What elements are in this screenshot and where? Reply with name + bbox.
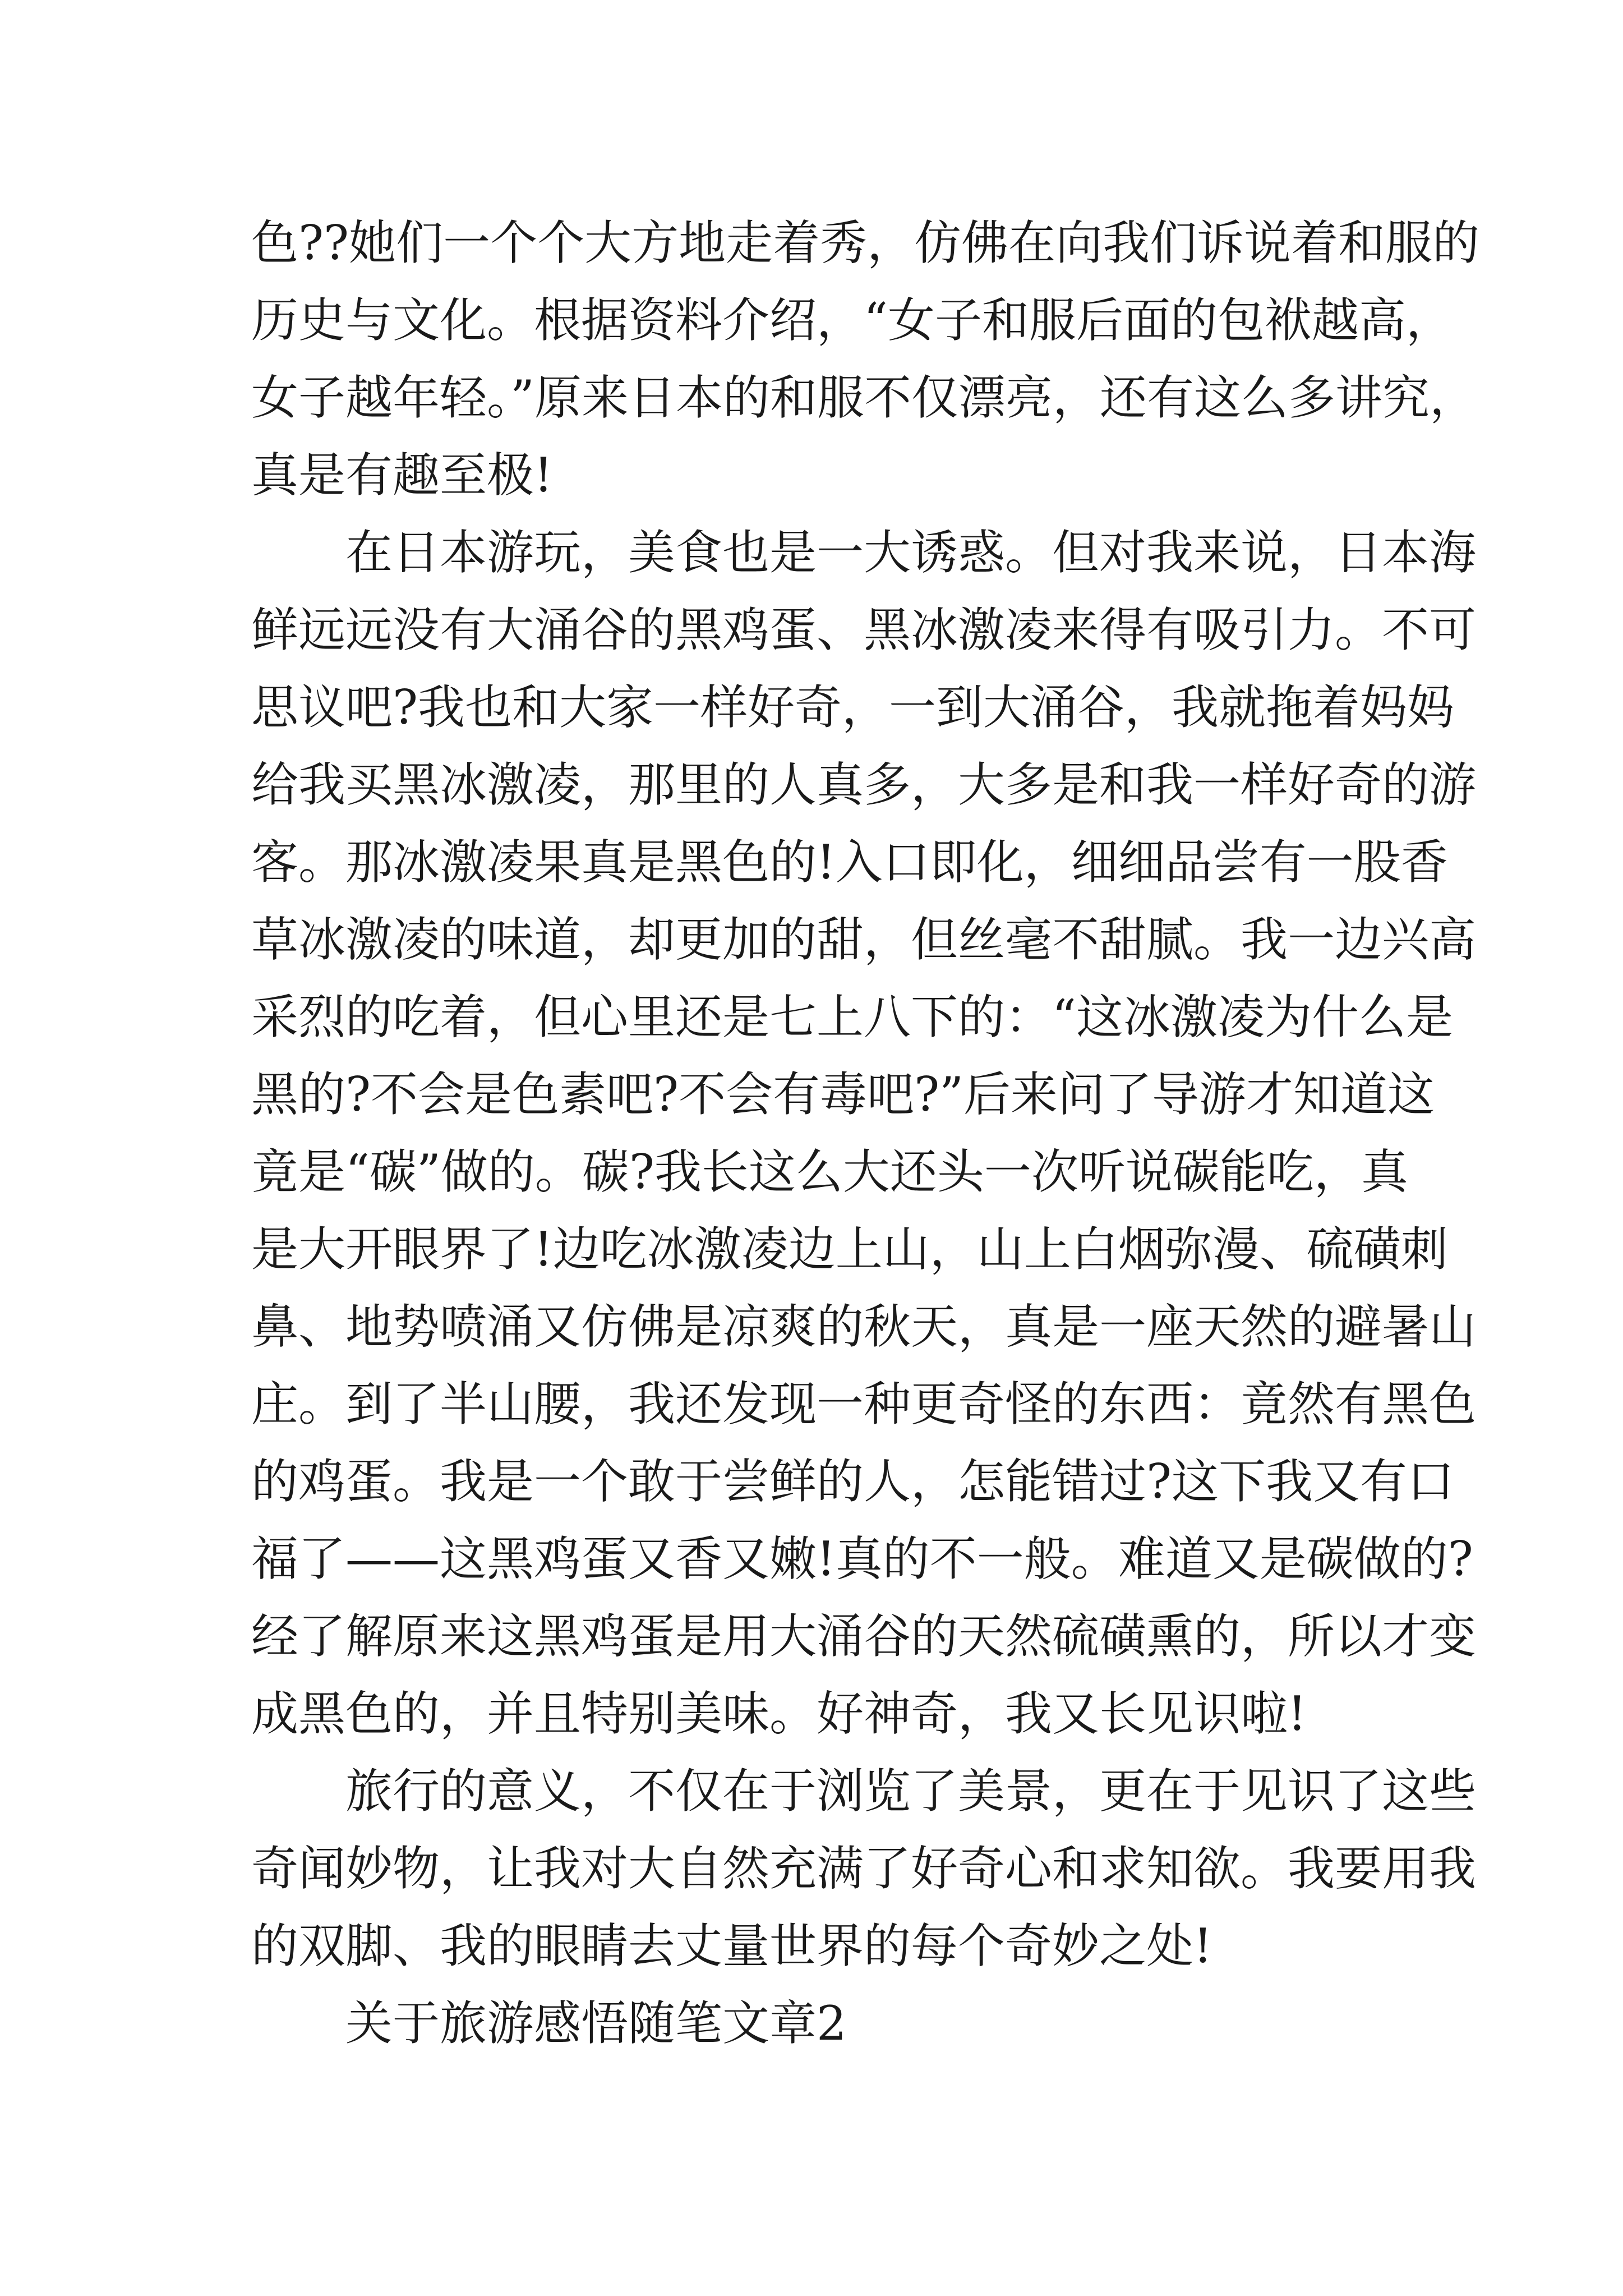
text-line: 的鸡蛋。我是一个敢于尝鲜的人，怎能错过?这下我又有口: [251, 1454, 1455, 1509]
text-line: 旅行的意义，不仅在于浏览了美景，更在于见识了这些: [251, 1764, 1477, 1819]
text-line: 经了解原来这黑鸡蛋是用大涌谷的天然硫磺熏的，所以才变: [251, 1609, 1477, 1664]
text-line: 思议吧?我也和大家一样好奇，一到大涌谷，我就拖着妈妈: [251, 680, 1455, 735]
text-line: 福了——这黑鸡蛋又香又嫩!真的不一般。难道又是碳做的?: [251, 1531, 1473, 1586]
text-line: 鼻、地势喷涌又仿佛是凉爽的秋天，真是一座天然的避暑山: [251, 1299, 1477, 1354]
document-body: [251, 204, 1480, 2062]
text-line: 庄。到了半山腰，我还发现一种更奇怪的东西：竟然有黑色: [251, 1377, 1477, 1432]
text-line: 关于旅游感悟随笔文章2: [251, 1996, 847, 2051]
text-line: 在日本游玩，美食也是一大诱惑。但对我来说，日本海: [251, 525, 1477, 580]
text-line: 给我买黑冰激凌，那里的人真多，大多是和我一样好奇的游: [251, 757, 1477, 812]
text-line: 历史与文化。根据资料介绍，“女子和服后面的包袱越高，: [251, 293, 1453, 348]
text-line: 色??她们一个个大方地走着秀，仿佛在向我们诉说着和服的: [251, 215, 1480, 270]
text-line: 草冰激凌的味道，却更加的甜，但丝毫不甜腻。我一边兴高: [251, 912, 1477, 967]
text-line: 成黑色的，并且特别美味。好神奇，我又长见识啦!: [251, 1686, 1307, 1741]
text-line: 鲜远远没有大涌谷的黑鸡蛋、黑冰激凌来得有吸引力。不可: [251, 602, 1477, 657]
text-line: 女子越年轻。”原来日本的和服不仅漂亮，还有这么多讲究，: [251, 370, 1477, 425]
text-line: 黑的?不会是色素吧?不会有毒吧?”后来问了导游才知道这: [251, 1067, 1435, 1122]
text-line: 奇闻妙物，让我对大自然充满了好奇心和求知欲。我要用我: [251, 1841, 1477, 1896]
text-line: 采烈的吃着，但心里还是七上八下的：“这冰激凌为什么是: [251, 990, 1453, 1045]
text-line: 是大开眼界了!边吃冰激凌边上山，山上白烟弥漫、硫磺刺: [251, 1222, 1448, 1277]
text-line: 真是有趣至极!: [251, 448, 553, 503]
text-line: 客。那冰激凌果真是黑色的!入口即化，细细品尝有一股香: [251, 835, 1448, 890]
text-line: 竟是“碳”做的。碳?我长这么大还头一次听说碳能吃，真: [251, 1144, 1408, 1199]
text-line: 的双脚、我的眼睛去丈量世界的每个奇妙之处!: [251, 1918, 1212, 1973]
